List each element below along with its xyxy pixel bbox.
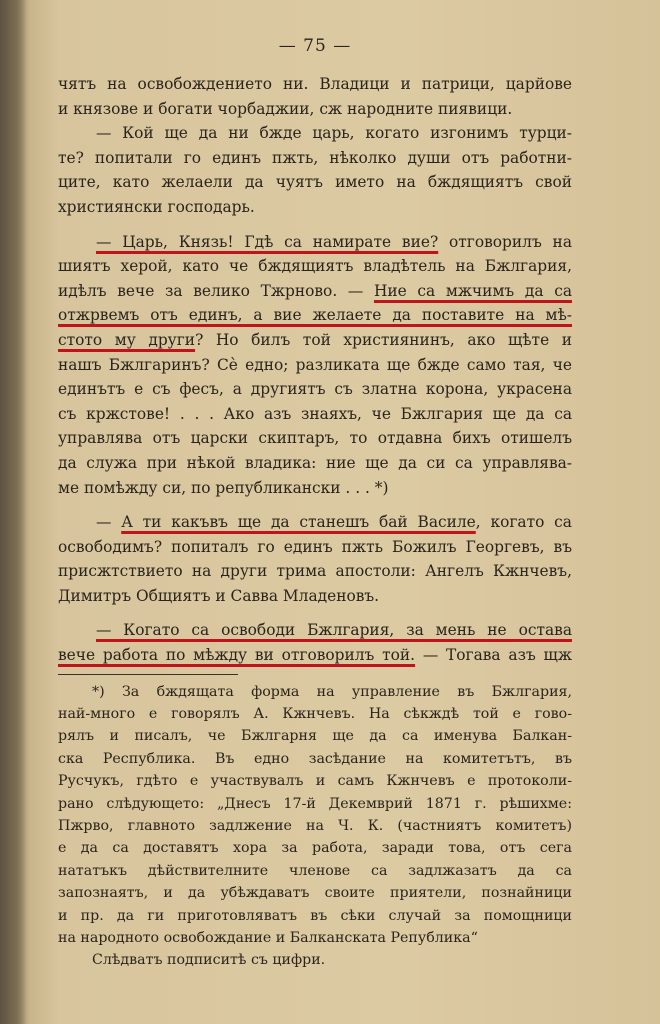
text-segment: управлява отъ царски скиптаръ, то отдавна бихъ отишелъ	[58, 429, 572, 448]
footnote-line: на народното освобождание и Балканската Република“	[58, 929, 478, 946]
main-text	[58, 72, 572, 668]
text-segment: съ кржстове! . . . Ако азъ знаяхъ, че Бжлгария ще да са	[58, 404, 572, 423]
text-segment: да служа при нѣкой владика: ние ще да си са управлява-	[58, 453, 572, 472]
text-line	[58, 451, 572, 476]
text-line	[58, 402, 572, 427]
underlined-text: стото му други	[58, 330, 196, 349]
text-line	[58, 195, 572, 220]
text-line	[58, 303, 572, 328]
underlined-text: Ние са мжчимъ да са	[373, 281, 572, 300]
footnote-line: Пжрво, главното задлжение на Ч. К. (частниятъ комитетъ)	[58, 818, 572, 834]
footnote	[58, 681, 572, 972]
text-line	[58, 584, 572, 609]
text-segment: — Кой ще да ни бжде царь, когато изгонимъ турци-	[96, 124, 572, 143]
paragraph-gap	[58, 220, 572, 230]
text-line	[58, 97, 572, 122]
footnote-line: запознаятъ, и да убѣждаватъ своите приятели, познайници	[58, 885, 572, 902]
footnote-line: ска Республика. Въ едно засѣдание на комитетътъ, въ	[58, 750, 572, 767]
underlined-text: отжрвемъ отъ единъ, а вие желаете да поставите на мѣ-	[58, 306, 572, 325]
text-line	[58, 254, 572, 279]
text-segment: нашъ Бжлгаринъ? Сѐ едно; разликата ще бжде само тая, че	[58, 355, 572, 374]
text-line	[58, 328, 572, 353]
text-segment: чятъ на освобождението ни. Владици и патрици, царйове	[58, 75, 572, 93]
footnote-line: и пр. да ги приготовляватъ въ сѣки случай за помощници	[58, 907, 572, 924]
text-line	[58, 559, 572, 584]
text-segment: освободимъ? попиталъ го единъ пжть Божилъ Георгевъ, въ	[58, 537, 572, 556]
text-line	[58, 377, 572, 402]
text-segment: , когато са	[475, 513, 572, 532]
text-segment: —	[96, 513, 122, 532]
text-segment: шиятъ херой, като че бждящиятъ владѣтель на Бжлгария,	[58, 257, 572, 276]
text-line	[58, 618, 572, 643]
footnote-divider	[58, 674, 238, 675]
text-segment: християнски господарь.	[58, 197, 255, 216]
text-line	[58, 146, 572, 171]
text-line	[58, 476, 572, 501]
text-segment: ме помѣжду си, по републикански . . . *)	[58, 478, 389, 497]
underlined-text: — Царь, Князь! Гдѣ са намирате вие?	[96, 232, 439, 251]
paragraph-gap	[58, 608, 572, 618]
text-line	[58, 72, 572, 97]
text-line	[58, 170, 572, 195]
text-line	[58, 230, 572, 255]
text-segment: отговорилъ на	[438, 232, 572, 251]
footnote-line: рялъ и писалъ, че Бжлгарня ще да са именува Балкан-	[58, 728, 572, 745]
underlined-text: А ти какъвъ ще да станешъ бай Василе	[121, 513, 476, 532]
underlined-text: — Когато са освободи Бжлгария, за мень не остава	[96, 621, 572, 640]
text-segment: и князове и богати чорбаджии, сж народните пиявици.	[58, 99, 513, 118]
text-segment: — Тогава азъ щж	[415, 646, 573, 665]
page-number: — 75 —	[278, 36, 352, 56]
text-segment: те? попитали го единъ пжть, нѣколко души отъ работни-	[58, 148, 572, 167]
footnote-line: Русчукъ, гдѣто е участвувалъ и самъ Кжнчевъ е протоколи-	[58, 773, 572, 790]
book-spine-shadow	[0, 0, 26, 1024]
footnote-line: е да са доставятъ хора за работа, заради това, отъ сега	[58, 840, 572, 857]
text-line	[58, 121, 572, 146]
underlined-text: вече работа по мѣжду ви отговорилъ той.	[58, 646, 416, 665]
footnote-line: *) За бждящата форма на управление въ Бжлгария,	[92, 683, 572, 700]
text-line	[58, 279, 572, 304]
text-segment: ? Но билъ той християнинъ, ако щѣте и	[195, 330, 572, 349]
paragraph-gap	[58, 500, 572, 510]
text-line	[58, 535, 572, 560]
text-segment: Димитръ Общиятъ и Савва Младеновъ.	[58, 586, 380, 605]
footnote-line: рано слѣдующето: „Днесъ 17-й Декемврий 1871 г. рѣшихме:	[58, 795, 572, 812]
footnote-line: най-много е говорялъ А. Кжнчевъ. На сѣкждѣ той е гово-	[58, 706, 572, 723]
page-text-block	[58, 36, 572, 972]
text-segment: ците, като желаели да чуятъ името на бждящиятъ свой	[58, 173, 572, 192]
text-segment: единътъ е съ фесъ, а другиятъ съ златна корона, украсена	[58, 380, 572, 399]
footnote-line: Слѣдватъ подписитѣ съ цифри.	[92, 952, 326, 969]
text-line	[58, 643, 572, 668]
text-line	[58, 510, 572, 535]
text-segment: присжтствието на други трима апостоли: Ангелъ Кжнчевъ,	[58, 562, 572, 581]
footnote-line: нататъкъ дѣйствителните членове са задлжазатъ да са	[58, 862, 572, 879]
text-line	[58, 353, 572, 378]
text-segment: идѣлъ вече за велико Тжрново. —	[58, 281, 374, 300]
text-line	[58, 426, 572, 451]
